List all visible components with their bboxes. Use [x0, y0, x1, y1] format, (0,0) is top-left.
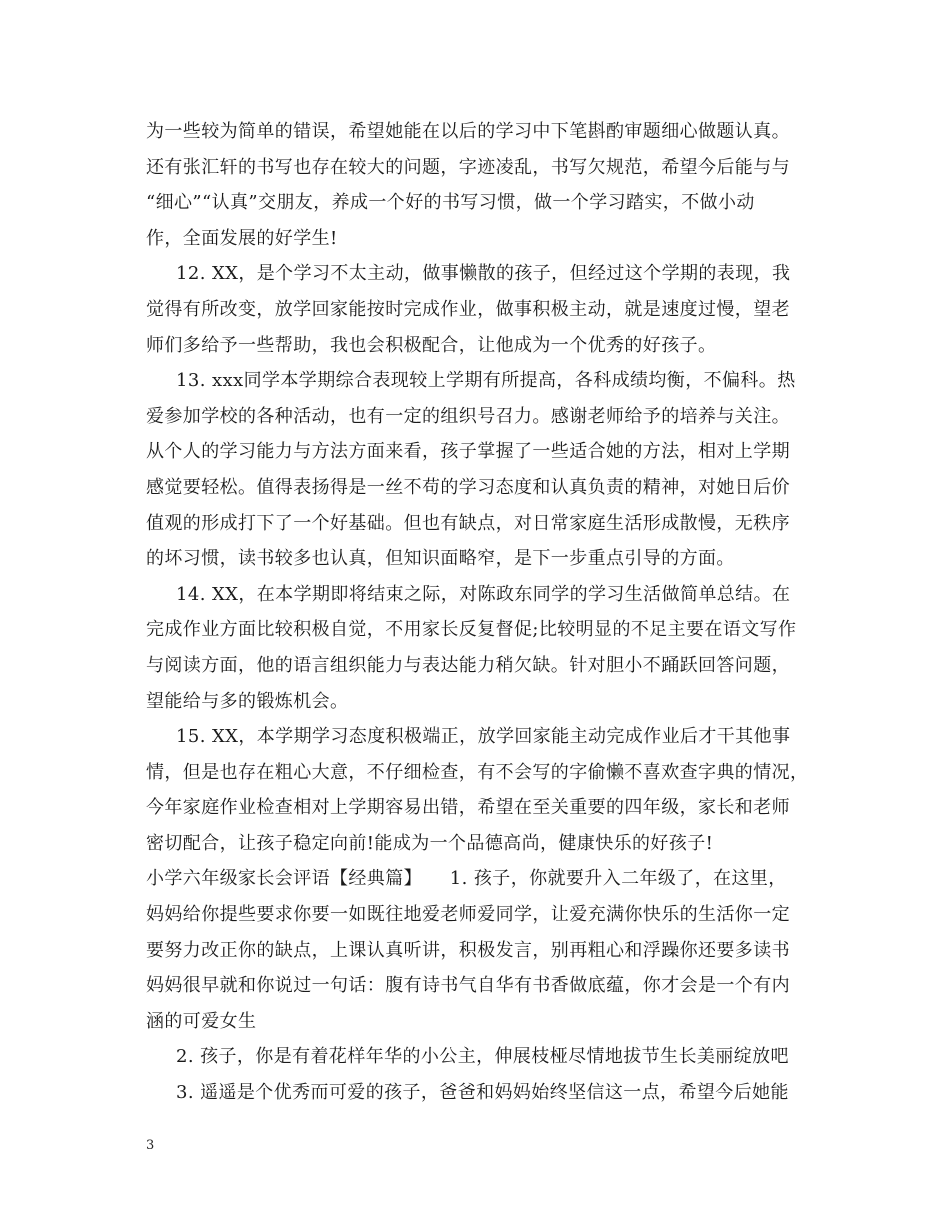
- text-line: 望能给与多的锻炼机会。: [146, 690, 349, 712]
- paragraph-start-2: 2. 孩子，你是有着花样年华的小公主，伸展枝桠尽情地拔节生长美丽绽放吧: [176, 1046, 789, 1068]
- text-line: “细心”“认真”交朋友，养成一个好的书写习惯，做一个学习踏实，不做小动: [146, 192, 755, 214]
- paragraph-start-3: 3. 遥遥是个优秀而可爱的孩子，爸爸和妈妈始终坚信这一点，希望今后她能: [176, 1082, 789, 1104]
- text-line: 的坏习惯，读书较多也认真，但知识面略窄，是下一步重点引导的方面。: [146, 548, 735, 570]
- text-line: 完成作业方面比较积极自觉，不用家长反复督促;比较明显的不足主要在语文写作: [146, 619, 797, 641]
- text-line: 爱参加学校的各种活动，也有一定的组织号召力。感谢老师给予的培养与关注。: [146, 405, 790, 427]
- text-line: 作，全面发展的好学生!: [146, 227, 338, 249]
- text-line: 觉得有所改变，放学回家能按时完成作业，做事积极主动，就是速度过慢，望老: [146, 298, 790, 320]
- text-line: 感觉要轻松。值得表扬得是一丝不苟的学习态度和认真负责的精神，对她日后价: [146, 476, 790, 498]
- page-number: 3: [146, 1138, 155, 1153]
- text-line: 密切配合，让孩子稳定向前!能成为一个品德高尚，健康快乐的好孩子!: [146, 832, 714, 854]
- paragraph-start-13: 13. xxx同学本学期综合表现较上学期有所提高，各科成绩均衡，不偏科。热: [176, 370, 796, 392]
- text-line: 妈妈很早就和你说过一句话：腹有诗书气自华有书香做底蕴，你才会是一个有内: [146, 975, 790, 997]
- text-line: 值观的形成打下了一个好基础。但也有缺点，对日常家庭生活形成散慢，无秩序: [146, 512, 790, 534]
- text-line: 与阅读方面，他的语言组织能力与表达能力稍欠缺。针对胆小不踊跃回答问题，: [146, 654, 790, 676]
- text-line: 涵的可爱女生: [146, 1010, 257, 1032]
- paragraph-start-15: 15. XX，本学期学习态度积极端正，放学回家能主动完成作业后才干其他事: [176, 726, 791, 748]
- paragraph-start-14: 14. XX，在本学期即将结束之际，对陈政东同学的学习生活做简单总结。在: [176, 583, 791, 605]
- text-line: 从个人的学习能力与方法方面来看，孩子掌握了一些适合她的方法，相对上学期: [146, 441, 790, 463]
- text-line: 为一些较为简单的错误，希望她能在以后的学习中下笔斟酌审题细心做题认真。: [146, 121, 790, 142]
- text-line: 还有张汇轩的书写也存在较大的问题，字迹凌乱，书写欠规范，希望今后能与与: [146, 156, 790, 178]
- text-line: 情，但是也存在粗心大意，不仔细检查，有不会写的字偷懒不喜欢查字典的情况，: [146, 761, 809, 783]
- text-line: 今年家庭作业检查相对上学期容易出错，希望在至关重要的四年级，家长和老师: [146, 797, 790, 819]
- text-line: 妈妈给你提些要求你要一如既往地爱老师爱同学，让爱充满你快乐的生活你一定: [146, 904, 790, 926]
- text-line: 要努力改正你的缺点，上课认真听讲，积极发言，别再粗心和浮躁你还要多读书: [146, 939, 790, 961]
- document-body: [146, 114, 814, 1111]
- paragraph-start-12: 12. XX，是个学习不太主动，做事懒散的孩子，但经过这个学期的表现，我: [176, 263, 791, 285]
- section-heading-line: 小学六年级家长会评语【经典篇】 1. 孩子，你就要升入二年级了，在这里，: [146, 868, 787, 890]
- text-line: 师们多给予一些帮助，我也会积极配合，让他成为一个优秀的好孩子。: [146, 334, 717, 356]
